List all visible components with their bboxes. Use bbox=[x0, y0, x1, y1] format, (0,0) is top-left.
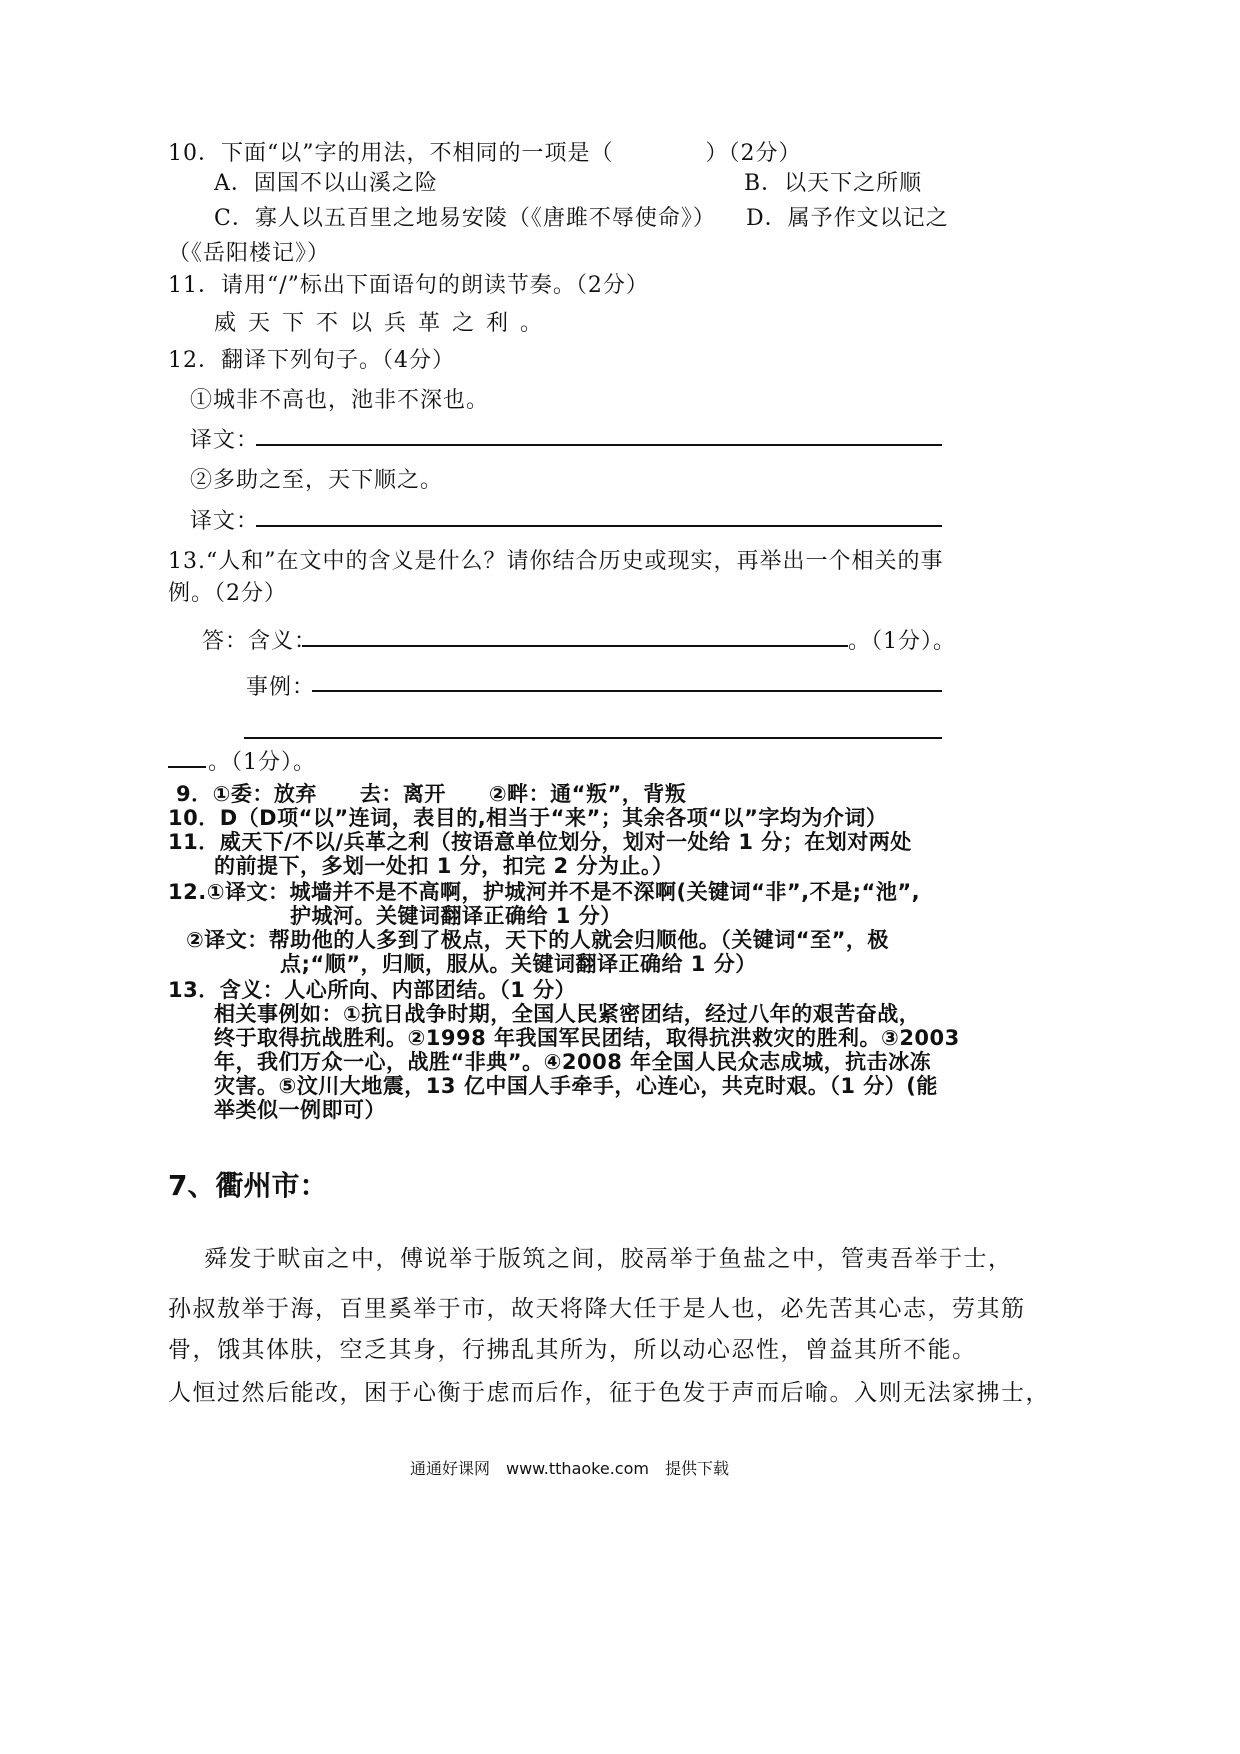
q10-stem: 10．下面“以”字的用法，不相同的一项是（ ）（2分） bbox=[168, 141, 802, 166]
answer-10: 10．D（D项“以”连词，表目的,相当于“来”；其余各项“以”字均为介词） bbox=[168, 806, 888, 830]
answer-11-line-1: 11．威天下/不以/兵革之利（按语意单位划分，划对一处给 1 分；在划对两处 bbox=[168, 830, 912, 854]
footer-credit: 通通好课网 www.tthaoke.com 提供下载 bbox=[410, 1459, 729, 1478]
q13-meaning-score: 。（1分）。 bbox=[848, 629, 956, 654]
q10-option-a: A．固国不以山溪之险 bbox=[214, 171, 438, 196]
answer-13-line-3: 终于取得抗战胜利。②1998 年我国军民团结，取得抗洪救灾的胜利。③2003 bbox=[214, 1026, 960, 1050]
q10-option-d-source: （《岳阳楼记》） bbox=[168, 241, 331, 266]
answer-13-line-2: 相关事例如：①抗日战争时期，全国人民紧密团结，经过八年的艰苦奋战， bbox=[214, 1002, 921, 1026]
passage-line-3: 骨，饿其体肤，空乏其身，行拂乱其所为，所以动心忍性，曾益其所不能。 bbox=[168, 1337, 977, 1363]
q10-option-c: C．寡人以五百里之地易安陵（《唐雎不辱使命》） bbox=[214, 206, 716, 231]
answer-12-line-1: 12.①译文：城墙并不是不高啊，护城河并不是不深啊(关键词“非”,不是;“池”, bbox=[168, 880, 921, 904]
answer-11-line-2: 的前提下，多划一处扣 1 分，扣完 2 分为止。） bbox=[214, 854, 674, 878]
q13-stem-line-2: 例。（2分） bbox=[168, 581, 287, 606]
q13-stem-line-1: 13.“人和”在文中的含义是什么？请你结合历史或现实，再举出一个相关的事 bbox=[168, 549, 944, 574]
answer-9: 9．①委：放弃 去：离开 ②畔：通“叛”，背叛 bbox=[176, 782, 687, 806]
q10-option-d: D．属予作文以记之 bbox=[746, 206, 949, 231]
q12-answer-line-1[interactable] bbox=[256, 444, 942, 446]
q13-example-line-1[interactable] bbox=[312, 690, 942, 692]
passage-line-4: 人恒过然后能改，困于心衡于虑而后作，征于色发于声而后喻。入则无法家拂士， bbox=[168, 1380, 1050, 1406]
answer-12-line-4: 点;“顺”，归顺，服从。关键词翻译正确给 1 分） bbox=[280, 952, 757, 976]
answer-12-line-3: ②译文：帮助他的人多到了极点，天下的人就会归顺他。（关键词“至”，极 bbox=[186, 928, 889, 952]
answer-13-line-5: 灾害。⑤汶川大地震，13 亿中国人手牵手，心连心，共克时艰。（1 分）(能 bbox=[214, 1074, 938, 1098]
q12-sentence-1: ①城非不高也，池非不深也。 bbox=[190, 388, 490, 413]
q13-example-label: 事例： bbox=[246, 675, 316, 700]
passage-line-1: 舜发于畎亩之中，傅说举于版筑之间，胶鬲举于鱼盐之中，管夷吾举于士， bbox=[204, 1246, 1013, 1272]
answer-12-line-2: 护城河。关键词翻译正确给 1 分） bbox=[290, 904, 622, 928]
q12-stem: 12．翻译下列句子。（4分） bbox=[168, 348, 455, 373]
answer-13-line-6: 举类似一例即可） bbox=[214, 1098, 386, 1122]
passage-line-2: 孙叔敖举于海，百里奚举于市，故天将降大任于是人也，必先苦其心志，劳其筋 bbox=[168, 1296, 1026, 1322]
q12-answer-line-2[interactable] bbox=[256, 525, 942, 527]
q13-meaning-line[interactable] bbox=[302, 645, 848, 647]
q12-translation-label-2: 译文： bbox=[190, 509, 260, 534]
q13-example-line-3[interactable] bbox=[168, 766, 206, 768]
section-title: 7、衢州市： bbox=[168, 1169, 328, 1202]
q12-sentence-2: ②多助之至，天下顺之。 bbox=[190, 468, 444, 493]
q13-example-line-2[interactable] bbox=[244, 737, 942, 739]
q13-example-score: 。（1分）。 bbox=[208, 750, 316, 775]
q11-sentence: 威天下不以兵革之利。 bbox=[214, 311, 555, 336]
q11-stem: 11．请用“/”标出下面语句的朗读节奏。（2分） bbox=[168, 273, 649, 298]
q13-meaning-label: 答：含义： bbox=[202, 629, 318, 654]
answer-13-line-4: 年，我们万众一心，战胜“非典”。④2008 年全国人民众志成城，抗击冰冻 bbox=[214, 1050, 932, 1074]
q12-translation-label-1: 译文： bbox=[190, 428, 260, 453]
q10-option-b: B．以天下之所顺 bbox=[744, 171, 923, 196]
answer-13-line-1: 13．含义：人心所向、内部团结。（1 分） bbox=[168, 978, 577, 1002]
